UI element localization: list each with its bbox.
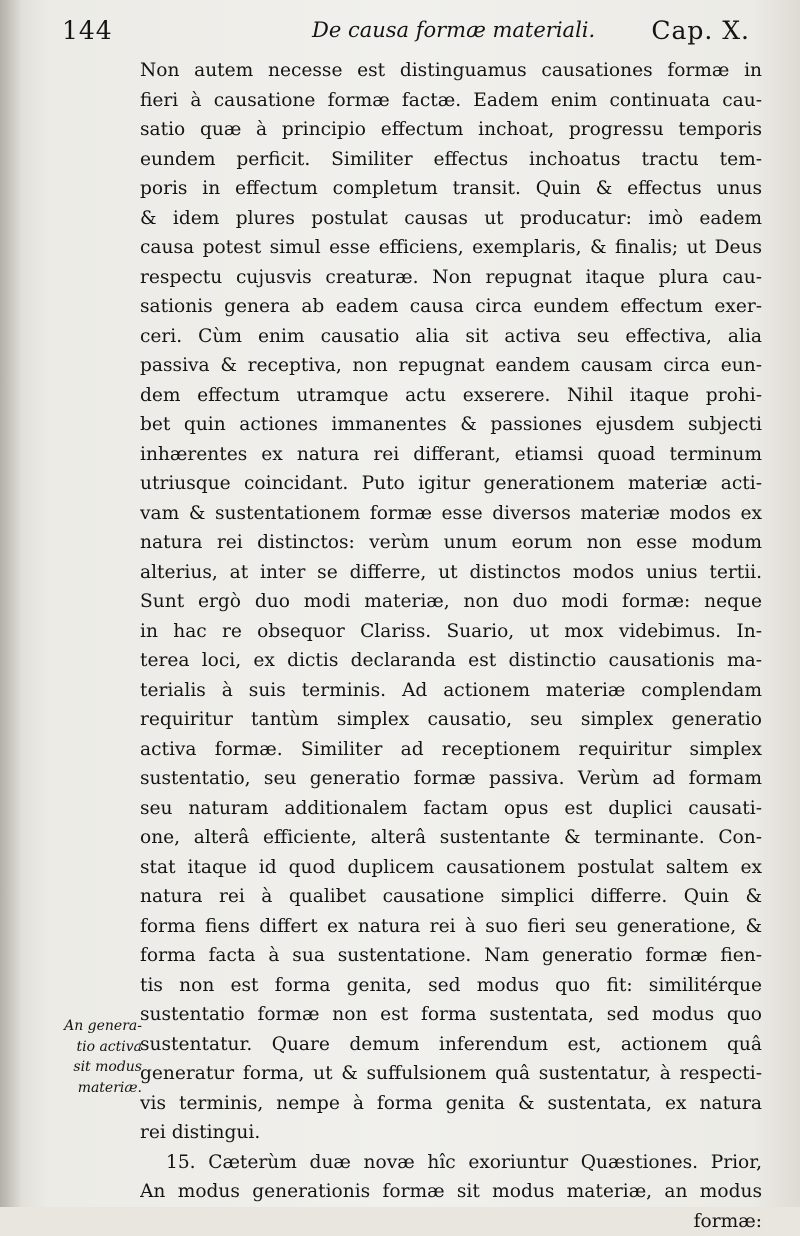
text-line: & idem plures postulat causas ut producatur: imò eadem: [140, 204, 762, 234]
binding-shadow: [0, 0, 22, 1207]
text-line: terea loci, ex dictis declaranda est distinctio causationis ma-: [140, 646, 762, 676]
page-number: 144: [62, 16, 113, 45]
text-line: generatur forma, ut & suffulsionem quâ sustentatur, à respecti-: [140, 1059, 762, 1089]
chapter-label: Cap. X.: [651, 16, 750, 45]
body-text: [140, 56, 762, 1236]
text-line: natura rei à qualibet causatione simplici differre. Quin &: [140, 882, 762, 912]
text-line: Sunt ergò duo modi materiæ, non duo modi formæ: neque: [140, 587, 762, 617]
text-line: alterius, at inter se differre, ut distinctos modos unius tertii.: [140, 558, 762, 588]
text-line: forma facta à sua sustentatione. Nam generatio formæ fien-: [140, 941, 762, 971]
margin-note-line: tio activa: [60, 1037, 142, 1058]
text-line: utriusque coincidant. Puto igitur generationem materiæ acti-: [140, 469, 762, 499]
text-line: seu naturam additionalem factam opus est duplici causati-: [140, 794, 762, 824]
text-line: in hac re obsequor Clariss. Suario, ut mox videbimus. In-: [140, 617, 762, 647]
text-line: forma fiens differt ex natura rei à suo fieri seu generatione, &: [140, 912, 762, 942]
margin-note-line: materiæ.: [60, 1078, 142, 1099]
running-title: De causa formæ materiali.: [312, 18, 595, 42]
text-line: respectu cujusvis creaturæ. Non repugnat itaque plura cau-: [140, 263, 762, 293]
text-line: terialis à suis terminis. Ad actionem materiæ complendam: [140, 676, 762, 706]
text-line: stat itaque id quod duplicem causationem postulat saltem ex: [140, 853, 762, 883]
text-line: formæ:: [140, 1207, 762, 1236]
text-line: eundem perficit. Similiter effectus inchoatus tractu tem-: [140, 145, 762, 175]
text-line: sationis genera ab eadem causa circa eundem effectum exer-: [140, 292, 762, 322]
text-line: requiritur tantùm simplex causatio, seu simplex generatio: [140, 705, 762, 735]
text-line: satio quæ à principio effectum inchoat, progressu temporis: [140, 115, 762, 145]
text-line: Non autem necesse est distinguamus causationes formæ in: [140, 56, 762, 86]
paragraph: [140, 1148, 762, 1236]
text-line: causa potest simul esse efficiens, exemplaris, & finalis; ut Deus: [140, 233, 762, 263]
text-line: passiva & receptiva, non repugnat eandem causam circa eun-: [140, 351, 762, 381]
margin-note: [60, 1016, 142, 1098]
text-line: vam & sustentationem formæ esse diversos materiæ modos ex: [140, 499, 762, 529]
text-line: sustentatio formæ non est forma sustentata, sed modus quo: [140, 1000, 762, 1030]
text-line: ceri. Cùm enim causatio alia sit activa seu effectiva, alia: [140, 322, 762, 352]
margin-note-line: sit modus: [60, 1057, 142, 1078]
text-line: poris in effectum completum transit. Quin & effectus unus: [140, 174, 762, 204]
text-line: fieri à causatione formæ factæ. Eadem enim continuata cau-: [140, 86, 762, 116]
text-line: An modus generationis formæ sit modus materiæ, an modus: [140, 1177, 762, 1207]
paragraph: [140, 56, 762, 1148]
text-line: dem effectum utramque actu exserere. Nihil itaque prohi-: [140, 381, 762, 411]
page-header: [62, 12, 750, 48]
text-line: sustentatur. Quare demum inferendum est, actionem quâ: [140, 1030, 762, 1060]
text-line: tis non est forma genita, sed modus quo fit: similitérque: [140, 971, 762, 1001]
text-line: vis terminis, nempe à forma genita & sustentata, ex natura: [140, 1089, 762, 1119]
text-line: bet quin actiones immanentes & passiones ejusdem subjecti: [140, 410, 762, 440]
text-line: 15. Cæterùm duæ novæ hîc exoriuntur Quæstiones. Prior,: [140, 1148, 762, 1178]
text-line: sustentatio, seu generatio formæ passiva. Verùm ad formam: [140, 764, 762, 794]
text-line: activa formæ. Similiter ad receptionem requiritur simplex: [140, 735, 762, 765]
text-line: natura rei distinctos: verùm unum eorum non esse modum: [140, 528, 762, 558]
text-line: inhærentes ex natura rei differant, etiamsi quoad terminum: [140, 440, 762, 470]
text-line: rei distingui.: [140, 1118, 762, 1148]
margin-note-line: An genera-: [60, 1016, 142, 1037]
text-line: one, alterâ efficiente, alterâ sustentante & terminante. Con-: [140, 823, 762, 853]
